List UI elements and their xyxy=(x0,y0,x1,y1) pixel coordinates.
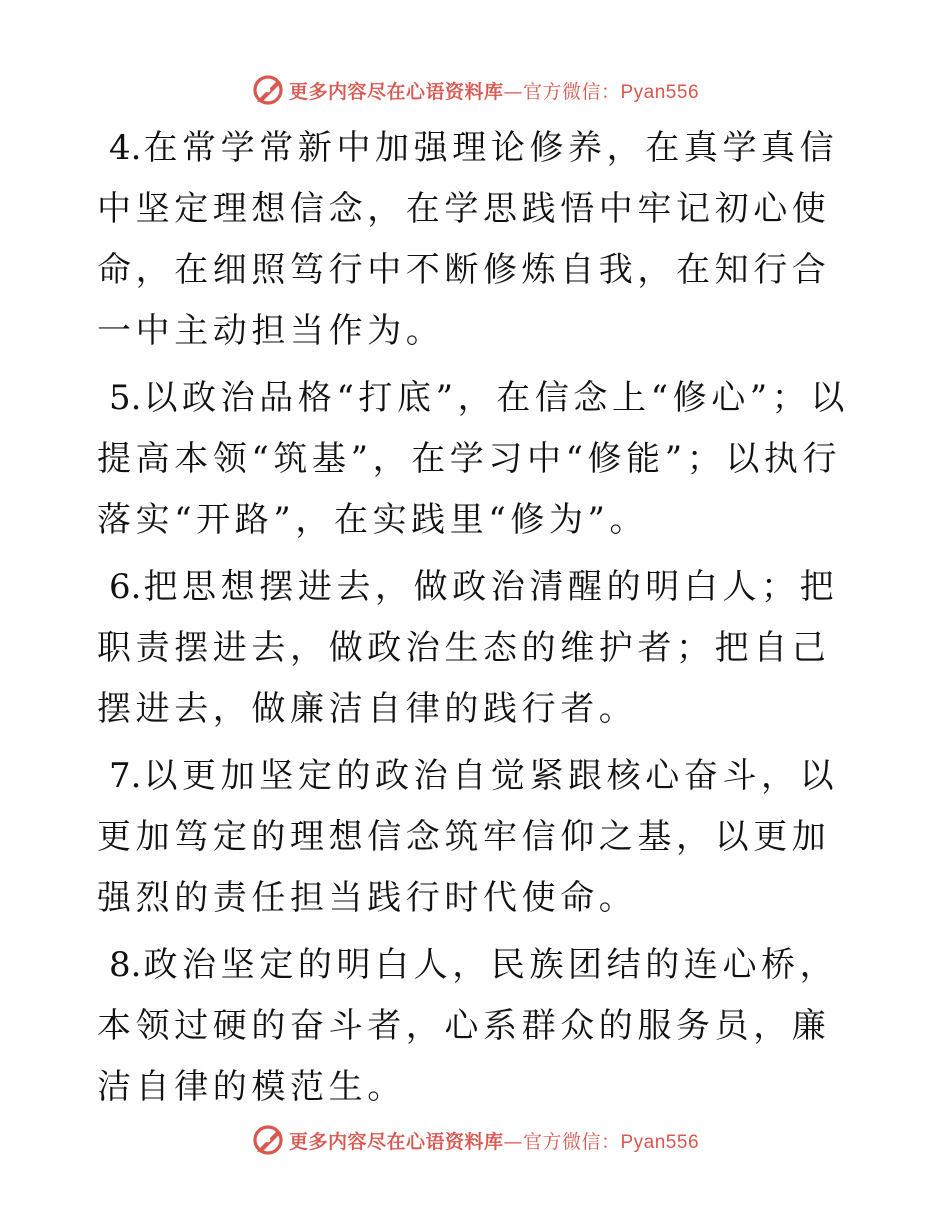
pen-nib-circle-logo-icon xyxy=(251,1123,285,1157)
item-text: 政治坚定的明白人，民族团结的连心桥，本领过硬的奋斗者，心系群众的服务员，廉洁自律的模范生。 xyxy=(97,945,839,1107)
item-text: 以更加坚定的政治自觉紧跟核心奋斗，以更加笃定的理想信念筑牢信仰之基，以更加强烈的责任担当践行时代使命。 xyxy=(97,756,839,918)
item-number: 4. xyxy=(109,128,142,168)
footer-wechat-id: Pyan556 xyxy=(620,1131,700,1153)
header-dash: — xyxy=(503,80,523,103)
list-item-6 xyxy=(97,557,857,740)
item-text: 把思想摆进去，做政治清醒的明白人；把职责摆进去，做政治生态的维护者；把自己摆进去，做廉洁自律的践行者。 xyxy=(97,567,839,729)
list-item-7 xyxy=(97,746,857,929)
item-number: 7. xyxy=(109,756,142,796)
footer-banner-text xyxy=(289,1127,699,1154)
list-item-5 xyxy=(97,368,857,551)
item-text: 以政治品格“打底”，在信念上“修心”；以提高本领“筑基”，在学习中“修能”；以执行落实“开路”，在实践里“修为”。 xyxy=(97,378,849,540)
list-item-8 xyxy=(97,935,857,1118)
item-text: 在常学常新中加强理论修养，在真学真信中坚定理想信念，在学思践悟中牢记初心使命，在细照笃行中不断修炼自我，在知行合一中主动担当作为。 xyxy=(97,128,839,351)
document-body xyxy=(97,118,857,1124)
item-number: 6. xyxy=(109,567,142,607)
header-brand: 更多内容尽在心语资料库 xyxy=(288,80,504,103)
item-number: 5. xyxy=(109,378,142,418)
header-wechat-id: Pyan556 xyxy=(620,81,700,103)
header-banner-text xyxy=(289,77,699,104)
header-wechat-label: 官方微信： xyxy=(522,80,621,103)
footer-brand: 更多内容尽在心语资料库 xyxy=(288,1130,504,1153)
footer-dash: — xyxy=(503,1130,523,1153)
footer-wechat-label: 官方微信： xyxy=(522,1130,621,1153)
footer-banner xyxy=(0,1120,950,1160)
list-item-4 xyxy=(97,118,857,362)
header-banner xyxy=(0,70,950,110)
pen-nib-circle-logo-icon xyxy=(251,73,285,107)
item-number: 8. xyxy=(109,945,142,985)
